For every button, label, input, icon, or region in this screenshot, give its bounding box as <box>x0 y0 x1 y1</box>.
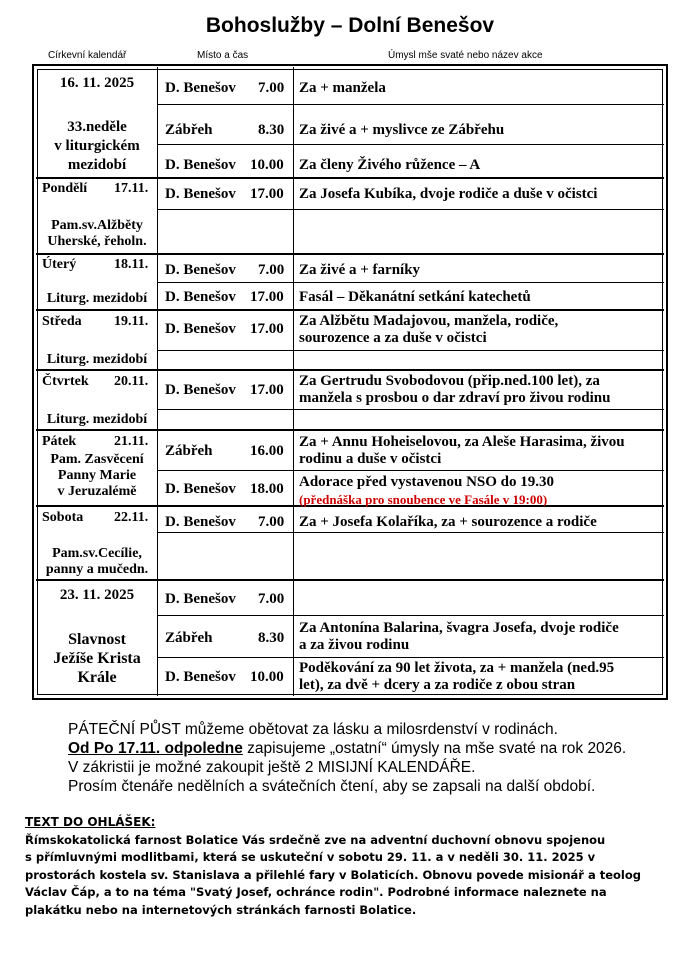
mass-place: D. Benešov <box>165 321 236 337</box>
mass-place: Zábřeh <box>165 630 213 646</box>
column-header-place-time: Místo a čas <box>197 50 249 61</box>
mass-place: Zábřeh <box>165 122 213 138</box>
day-date: 19.11. <box>114 314 149 329</box>
mass-intention: Poděkování za 90 let života, za + manžela (ned.95 let), za dvě + dcery a za rodiče z obou stran <box>299 660 615 693</box>
note-calendars: V zákristii je možné zakoupit ještě 2 MISIJNÍ KALENDÁŘE. <box>68 759 476 776</box>
mass-time: 16.00 <box>250 443 284 459</box>
mass-time: 7.00 <box>258 80 285 96</box>
day-name: Úterý <box>42 257 77 272</box>
column-divider <box>293 67 294 696</box>
mass-intention: Za Gertrudu Svobodovou (přip.ned.100 let), za manžela s prosbou o dar zdraví pro živou rodinu <box>299 373 611 406</box>
mass-place: D. Benešov <box>165 591 236 607</box>
mass-time: 17.00 <box>250 382 284 398</box>
mass-intention: Za Antonína Balarina, švagra Josefa, dvoje rodiče a za živou rodinu <box>299 620 619 653</box>
day-separator <box>36 429 664 431</box>
mass-time: 10.00 <box>250 157 284 173</box>
mass-intention: Za členy Živého růžence – A <box>299 157 481 173</box>
lecture-note: (přednáška pro snoubence ve Fasále v 19:00) <box>299 492 548 507</box>
day-name: Pátek <box>42 434 77 449</box>
column-divider <box>157 67 158 696</box>
day-separator <box>36 309 664 311</box>
mass-time: 8.30 <box>258 122 285 138</box>
day-feast: Pam.sv.Cecílie, panny a mučedn. <box>45 546 149 577</box>
page-title: Bohoslužby – Dolní Benešov <box>205 14 495 37</box>
mass-intention: Adorace před vystavenou NSO do 19.30 (přednáška pro snoubence ve Fasále v 19:00) <box>299 474 555 507</box>
mass-place: D. Benešov <box>165 262 236 278</box>
mass-time: 17.00 <box>250 186 284 202</box>
note-fasting: PÁTEČNÍ PŮST můžeme obětovat za lásku a milosrdenství v rodinách. <box>68 721 558 738</box>
mass-place: D. Benešov <box>165 186 236 202</box>
mass-intention: Za + manžela <box>299 80 386 96</box>
mass-place: D. Benešov <box>165 669 236 685</box>
day-date: 18.11. <box>114 257 149 272</box>
mass-place: D. Benešov <box>165 382 236 398</box>
day-feast: Pam. Zasvěcení Panny Marie v Jeruzalémě <box>50 452 144 499</box>
day-date: 23. 11. 2025 <box>59 587 135 603</box>
column-header-intention: Úmysl mše svaté nebo název akce <box>388 50 543 61</box>
mass-place: D. Benešov <box>165 289 236 305</box>
day-name: Čtvrtek <box>42 374 89 389</box>
mass-place: D. Benešov <box>165 80 236 96</box>
day-date: 21.11. <box>114 434 149 449</box>
mass-time: 10.00 <box>250 669 284 685</box>
mass-intention: Za + Josefa Kolaříka, za + sourozence a rodiče <box>299 514 597 530</box>
day-title: Slavnost Ježíše Krista Krále <box>53 631 141 686</box>
note-intentions: Od Po 17.11. odpoledne zapisujeme „ostatní“ úmysly na mše svaté na rok 2026. <box>68 740 627 757</box>
mass-intention: Za živé a + myslivce ze Zábřehu <box>299 122 505 138</box>
day-title: 33.neděle v liturgickém mezidobí <box>54 119 140 173</box>
note-readers: Prosím čtenáře nedělních a svátečních čtení, aby se zapsali na další období. <box>68 778 596 795</box>
day-date: 16. 11. 2025 <box>59 75 135 91</box>
day-separator <box>36 253 664 255</box>
mass-time: 7.00 <box>258 591 285 607</box>
day-separator <box>36 579 664 581</box>
announcement-title: TEXT DO OHLÁŠEK: <box>25 815 156 829</box>
mass-time: 17.00 <box>250 321 284 337</box>
mass-time: 8.30 <box>258 630 285 646</box>
mass-intention: Fasál – Děkanátní setkání katechetů <box>299 289 531 305</box>
mass-time: 7.00 <box>258 262 285 278</box>
day-date: 22.11. <box>114 510 149 525</box>
mass-place: D. Benešov <box>165 157 236 173</box>
mass-place: D. Benešov <box>165 481 236 497</box>
day-separator <box>36 369 664 371</box>
mass-time: 18.00 <box>250 481 284 497</box>
mass-time: 17.00 <box>250 289 284 305</box>
mass-time: 7.00 <box>258 514 285 530</box>
day-date: 17.11. <box>114 181 149 196</box>
day-feast: Liturg. mezidobí <box>46 352 148 367</box>
mass-intention: Za živé a + farníky <box>299 262 421 278</box>
column-header-calendar: Církevní kalendář <box>48 50 127 61</box>
day-feast: Liturg. mezidobí <box>46 412 148 427</box>
day-name: Pondělí <box>42 181 88 196</box>
announcement-text: Římskokatolická farnost Bolatice Vás srdečně zve na adventní duchovní obnovu spojenou s přímluvnými modlitbami, která se uskuteční v sobotu 29. 11. a v neděli 30. 11. 2025 v prostorách kostela sv. Stanislava a přilehlé fary v Bolaticích. Obnovu povede misionář a teolog Václav Čáp, a to na téma "Svatý Josef, ochránce rodin". Podrobné informace naleznete na plakátku nebo na internetových stránkách farnosti Bolatice. <box>25 833 642 917</box>
day-name: Středa <box>42 314 82 329</box>
mass-intention: Za + Annu Hoheiselovou, za Aleše Harasima, živou rodinu a duše v očistci <box>299 434 625 467</box>
mass-intention: Za Alžbětu Madajovou, manžela, rodiče, sourozence a za duše v očistci <box>299 313 559 346</box>
mass-place: Zábřeh <box>165 443 213 459</box>
mass-place: D. Benešov <box>165 514 236 530</box>
day-feast: Liturg. mezidobí <box>46 291 148 306</box>
day-separator <box>36 177 664 179</box>
mass-intention: Za Josefa Kubíka, dvoje rodiče a duše v očistci <box>299 186 598 202</box>
day-feast: Pam.sv.Alžběty Uherské, řeholn. <box>47 218 147 249</box>
day-name: Sobota <box>42 510 84 525</box>
day-date: 20.11. <box>114 374 149 389</box>
